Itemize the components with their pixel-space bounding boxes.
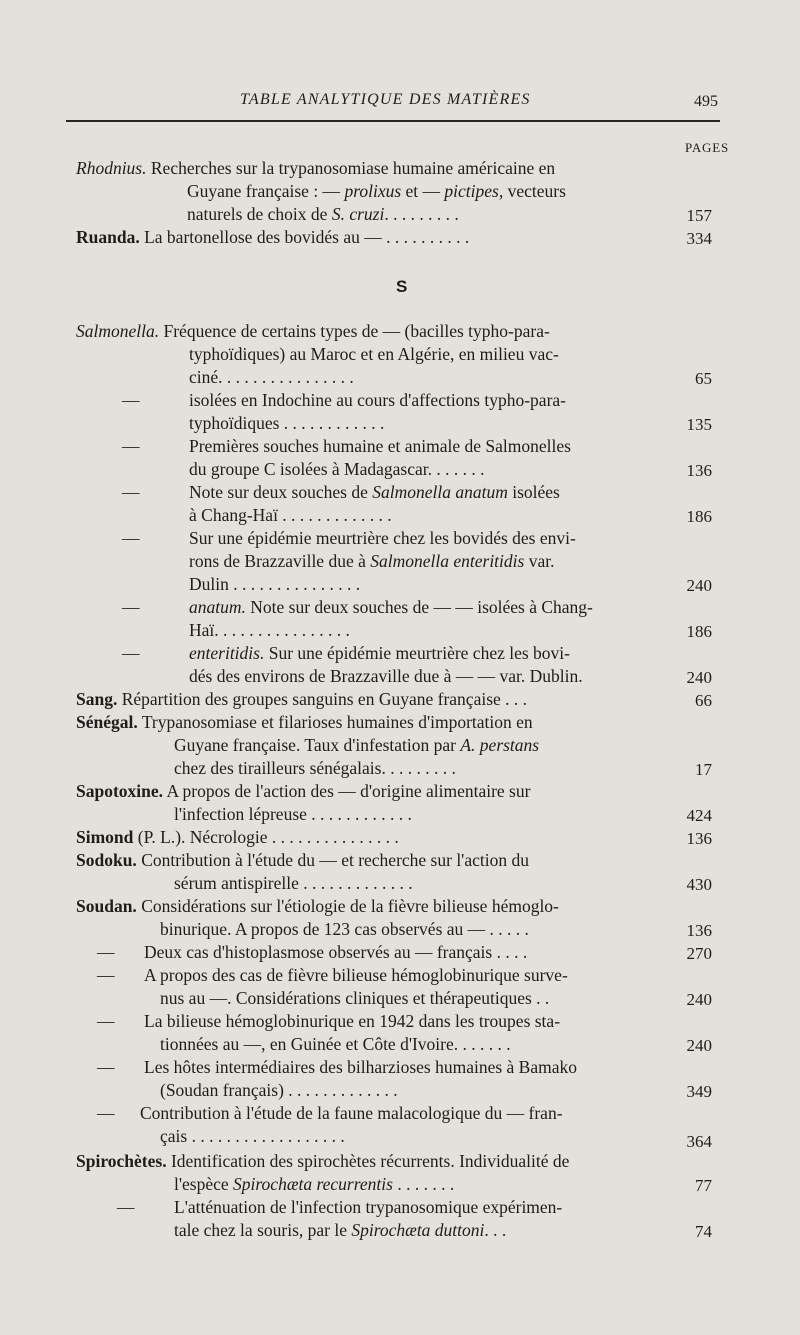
- entry-text: var.: [524, 551, 555, 571]
- page-number: 495: [694, 93, 718, 110]
- entry-page-ref: 240: [686, 1036, 712, 1055]
- entry-continuation: (Soudan français) . . . . . . . . . . . . .: [160, 1080, 398, 1100]
- entry-continuation: typhoïdiques) au Maroc et en Algérie, en milieu vac-: [189, 344, 559, 364]
- entry-continuation: à Chang-Haï . . . . . . . . . . . . .: [189, 505, 392, 525]
- entry-continuation: du groupe C isolées à Madagascar. . . . . . .: [189, 459, 485, 479]
- entry-continuation: typhoïdiques . . . . . . . . . . . .: [189, 413, 385, 433]
- running-head-title: TABLE ANALYTIQUE DES MATIÈRES: [240, 91, 531, 108]
- entry-text: Deux cas d'histoplasmose observés au — français . . . .: [144, 942, 528, 962]
- entry-term: Ruanda.: [76, 227, 140, 247]
- section-letter: S: [396, 277, 408, 296]
- entry-page-ref: 430: [686, 875, 712, 894]
- entry-page-ref: 136: [686, 829, 712, 848]
- sub-entry: [122, 481, 560, 504]
- index-entry-simond: [76, 826, 399, 849]
- entry-text: Fréquence de certains types de — (bacilles typho-para-: [163, 321, 550, 341]
- entry-text: Guyane française. Taux d'infestation par: [174, 735, 461, 755]
- entry-page-ref: 65: [695, 369, 712, 388]
- entry-continuation: [174, 1173, 454, 1196]
- entry-text: A propos de l'action des — d'origine alimentaire sur: [166, 781, 531, 801]
- entry-term: Rhodnius.: [76, 158, 147, 178]
- index-entry-sapotoxine: [76, 780, 530, 803]
- entry-page-ref: 240: [686, 990, 712, 1009]
- species-name: Spirochæta duttoni: [351, 1220, 485, 1240]
- entry-text: Guyane française : —: [187, 181, 345, 201]
- entry-term: Soudan.: [76, 896, 137, 916]
- repeat-dash: —: [97, 942, 115, 962]
- entry-text: Sur une épidémie meurtrière chez les bovidés des envi-: [189, 528, 576, 548]
- entry-continuation: ciné. . . . . . . . . . . . . . . .: [189, 367, 354, 387]
- entry-continuation: [187, 180, 566, 203]
- entry-text: Identification des spirochètes récurrents. Individualité de: [170, 1151, 570, 1171]
- entry-text: Note sur deux souches de: [189, 482, 373, 502]
- sub-entry: [122, 596, 593, 619]
- index-entry-spirochetes: [76, 1150, 569, 1173]
- entry-continuation: binurique. A propos de 123 cas observés au — . . . . .: [160, 919, 529, 939]
- repeat-dash: —: [97, 965, 115, 985]
- entry-page-ref: 74: [695, 1222, 712, 1241]
- entry-term: Sénégal.: [76, 712, 138, 732]
- species-name: prolixus: [344, 181, 402, 201]
- entry-continuation: Dulin . . . . . . . . . . . . . . .: [189, 574, 361, 594]
- entry-text: naturels de choix de: [187, 204, 332, 224]
- entry-continuation: [174, 734, 539, 757]
- entry-term: Simond: [76, 827, 134, 847]
- entry-text: Répartition des groupes sanguins en Guyane française . . .: [121, 689, 528, 709]
- repeat-dash: —: [97, 1011, 115, 1031]
- sub-entry: [97, 1056, 577, 1079]
- entry-page-ref: 186: [686, 622, 712, 641]
- entry-text: Les hôtes intermédiaires des bilharzioses humaines à Bamako: [144, 1057, 577, 1077]
- entry-text: isolées: [507, 482, 560, 502]
- sub-entry: [97, 1102, 563, 1125]
- sub-entry: [97, 1010, 560, 1033]
- entry-page-ref: 186: [686, 507, 712, 526]
- repeat-dash: —: [97, 1057, 115, 1077]
- entry-text: Considérations sur l'étiologie de la fièvre bilieuse hémoglo-: [141, 896, 559, 916]
- entry-continuation: l'infection lépreuse . . . . . . . . . . . .: [174, 804, 412, 824]
- entry-continuation: [189, 550, 554, 573]
- entry-text: et —: [401, 181, 445, 201]
- entry-term: Sapotoxine.: [76, 781, 164, 801]
- sub-entry: [122, 389, 566, 412]
- repeat-dash: —: [97, 1103, 115, 1123]
- entry-continuation: çais . . . . . . . . . . . . . . . . . .: [160, 1126, 345, 1146]
- entry-text: La bilieuse hémoglobinurique en 1942 dans les troupes sta-: [144, 1011, 561, 1031]
- species-name: Salmonella anatum: [372, 482, 508, 502]
- entry-page-ref: 240: [686, 576, 712, 595]
- entry-text: l'espèce: [174, 1174, 234, 1194]
- entry-page-ref: 157: [686, 206, 712, 225]
- entry-text: tale chez la souris, par le: [174, 1220, 352, 1240]
- entry-text: rons de Brazzaville due à: [189, 551, 371, 571]
- entry-text: Trypanosomiase et filarioses humaines d'importation en: [141, 712, 533, 732]
- index-entry-ruanda: [76, 226, 469, 249]
- entry-text: Note sur deux souches de — — isolées à Chang-: [245, 597, 593, 617]
- index-entry-soudan: [76, 895, 559, 918]
- species-name: A. perstans: [460, 735, 540, 755]
- index-entry-rhodnius: [76, 157, 555, 180]
- entry-page-ref: 349: [686, 1082, 712, 1101]
- pages-column-label: PAGES: [685, 140, 729, 155]
- entry-text: Contribution à l'étude du — et recherche sur l'action du: [141, 850, 529, 870]
- entry-text: isolées en Indochine au cours d'affections typho-para-: [189, 390, 567, 410]
- entry-page-ref: 136: [686, 921, 712, 940]
- index-entry-sodoku: [76, 849, 529, 872]
- sub-entry: [122, 527, 576, 550]
- entry-text: A propos des cas de fièvre bilieuse hémoglobinurique surve-: [144, 965, 568, 985]
- entry-text: Recherches sur la trypanosomiase humaine américaine en: [150, 158, 556, 178]
- entry-continuation: dés des environs de Brazzaville due à — — var. Dublin.: [189, 666, 583, 686]
- species-name: Spirochæta recurrentis: [233, 1174, 393, 1194]
- repeat-dash: —: [122, 436, 140, 456]
- entry-text: La bartonellose des bovidés au — . . . . . . . . . .: [144, 227, 470, 247]
- entry-page-ref: 424: [686, 806, 712, 825]
- entry-term: Spirochètes.: [76, 1151, 167, 1171]
- entry-page-ref: 364: [686, 1132, 712, 1151]
- entry-continuation: Haï. . . . . . . . . . . . . . . .: [189, 620, 350, 640]
- entry-continuation: [174, 1219, 506, 1242]
- sub-entry: [97, 964, 568, 987]
- entry-text: (P. L.). Nécrologie . . . . . . . . . . . . . . .: [137, 827, 399, 847]
- entry-page-ref: 135: [686, 415, 712, 434]
- leader-dots: . . . . . . .: [392, 1174, 455, 1194]
- entry-continuation: tionnées au —, en Guinée et Côte d'Ivoire. . . . . . .: [160, 1034, 511, 1054]
- entry-page-ref: 77: [695, 1176, 712, 1195]
- repeat-dash: —: [122, 643, 140, 663]
- index-entry-salmonella: [76, 320, 550, 343]
- repeat-dash: —: [122, 482, 140, 502]
- index-entry-senegal: [76, 711, 533, 734]
- species-name: S. cruzi: [331, 204, 385, 224]
- entry-continuation: chez des tirailleurs sénégalais. . . . . . . . .: [174, 758, 456, 778]
- entry-page-ref: 240: [686, 668, 712, 687]
- sub-entry: [97, 941, 527, 964]
- entry-term: Sang.: [76, 689, 118, 709]
- sub-entry: [117, 1196, 562, 1219]
- entry-text: L'atténuation de l'infection trypanosomique expérimen-: [174, 1197, 563, 1217]
- entry-text: vecteurs: [503, 181, 566, 201]
- species-name: Salmonella enteritidis: [370, 551, 525, 571]
- entry-page-ref: 270: [686, 944, 712, 963]
- index-entry-sang: [76, 688, 527, 711]
- repeat-dash: —: [122, 390, 140, 410]
- entry-continuation: [187, 203, 459, 226]
- header-rule: [66, 120, 720, 122]
- leader-dots: . . .: [484, 1220, 507, 1240]
- species-name: pictipes,: [444, 181, 504, 201]
- repeat-dash: —: [117, 1197, 135, 1217]
- entry-page-ref: 17: [695, 760, 712, 779]
- sub-entry: [122, 642, 570, 665]
- repeat-dash: —: [122, 528, 140, 548]
- leader-dots: . . . . . . . . .: [384, 204, 459, 224]
- entry-text: Contribution à l'étude de la faune malacologique du — fran-: [140, 1103, 563, 1123]
- entry-continuation: nus au —. Considérations cliniques et thérapeutiques . .: [160, 988, 550, 1008]
- sub-entry: [122, 435, 571, 458]
- entry-text: Sur une épidémie meurtrière chez les bovi-: [264, 643, 570, 663]
- entry-page-ref: 136: [686, 461, 712, 480]
- entry-page-ref: 66: [695, 691, 712, 710]
- species-name: anatum.: [189, 597, 246, 617]
- entry-term: Salmonella.: [76, 321, 160, 341]
- entry-continuation: sérum antispirelle . . . . . . . . . . . . .: [174, 873, 413, 893]
- entry-term: Sodoku.: [76, 850, 137, 870]
- species-name: enteritidis.: [189, 643, 265, 663]
- repeat-dash: —: [122, 597, 140, 617]
- entry-text: Premières souches humaine et animale de Salmonelles: [189, 436, 571, 456]
- entry-page-ref: 334: [686, 229, 712, 248]
